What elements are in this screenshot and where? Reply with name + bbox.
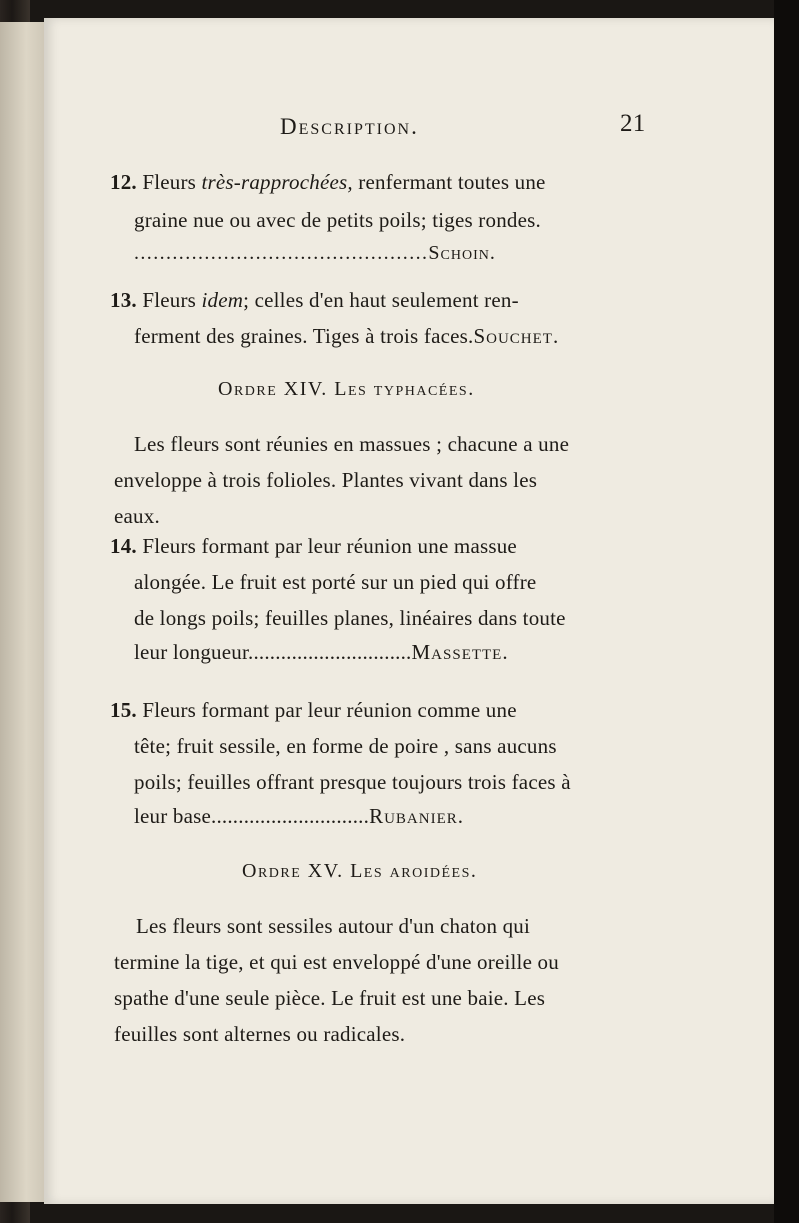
entry-15-line-1: 15. Fleurs formant par leur réunion comme une: [110, 698, 517, 722]
entry-number: 12.: [110, 170, 137, 194]
entry-12-line-1: 12. Fleurs très-rapprochées, renfermant toutes une: [110, 170, 546, 194]
entry-15-line-2: tête; fruit sessile, en forme de poire , sans aucuns: [134, 734, 557, 758]
entry-15-line-4: leur base.............................Rubanier.: [134, 804, 464, 828]
entry-12-line-2: graine nue ou avec de petits poils; tiges rondes.: [134, 208, 541, 232]
ordre-xv-para-line-2: termine la tige, et qui est enveloppé d'une oreille ou: [114, 950, 559, 974]
plant-name: Schoin.: [428, 242, 496, 264]
entry-14-line-4: leur longueur..............................Massette.: [134, 640, 509, 664]
entry-13-line-1: 13. Fleurs idem; celles d'en haut seulement ren-: [110, 288, 519, 312]
ordre-xiv-para-line-2: enveloppe à trois folioles. Plantes vivant dans les: [114, 468, 538, 492]
entry-14-line-3: de longs poils; feuilles planes, linéaires dans toute: [134, 606, 566, 630]
plant-name: Massette.: [411, 640, 509, 664]
entry-13-line-2: ferment des graines. Tiges à trois faces.Souchet.: [134, 324, 560, 348]
entry-number: 14.: [110, 534, 137, 558]
left-page-edge: [0, 22, 45, 1202]
plant-name: Rubanier.: [369, 804, 464, 828]
entry-number: 15.: [110, 698, 137, 722]
ordre-xiv-para-line-1: Les fleurs sont réunies en massues ; chacune a une: [134, 432, 570, 456]
section-heading-ordre-xiv: Ordre XIV. Les typhacées.: [218, 378, 475, 400]
ordre-xv-para-line-1: Les fleurs sont sessiles autour d'un chaton qui: [136, 914, 531, 938]
section-heading-ordre-xv: Ordre XV. Les aroidées.: [242, 860, 478, 882]
ordre-xv-para-line-3: spathe d'une seule pièce. Le fruit est une baie. Les: [114, 986, 546, 1010]
ordre-xiv-para-line-3: eaux.: [114, 504, 160, 528]
entry-15-line-3: poils; feuilles offrant presque toujours trois faces à: [134, 770, 571, 794]
entry-14-line-1: 14. Fleurs formant par leur réunion une massue: [110, 534, 517, 558]
page-number: 21: [620, 110, 646, 137]
book-page: [44, 18, 774, 1204]
plant-name: Souchet.: [473, 324, 560, 348]
ordre-xv-para-line-4: feuilles sont alternes ou radicales.: [114, 1022, 406, 1046]
scan-border: [774, 0, 799, 1223]
entry-12-line-3: ..............................................Schoin.: [134, 242, 496, 264]
entry-14-line-2: alongée. Le fruit est porté sur un pied qui offre: [134, 570, 537, 594]
running-header: Description.: [280, 114, 419, 139]
entry-number: 13.: [110, 288, 137, 312]
